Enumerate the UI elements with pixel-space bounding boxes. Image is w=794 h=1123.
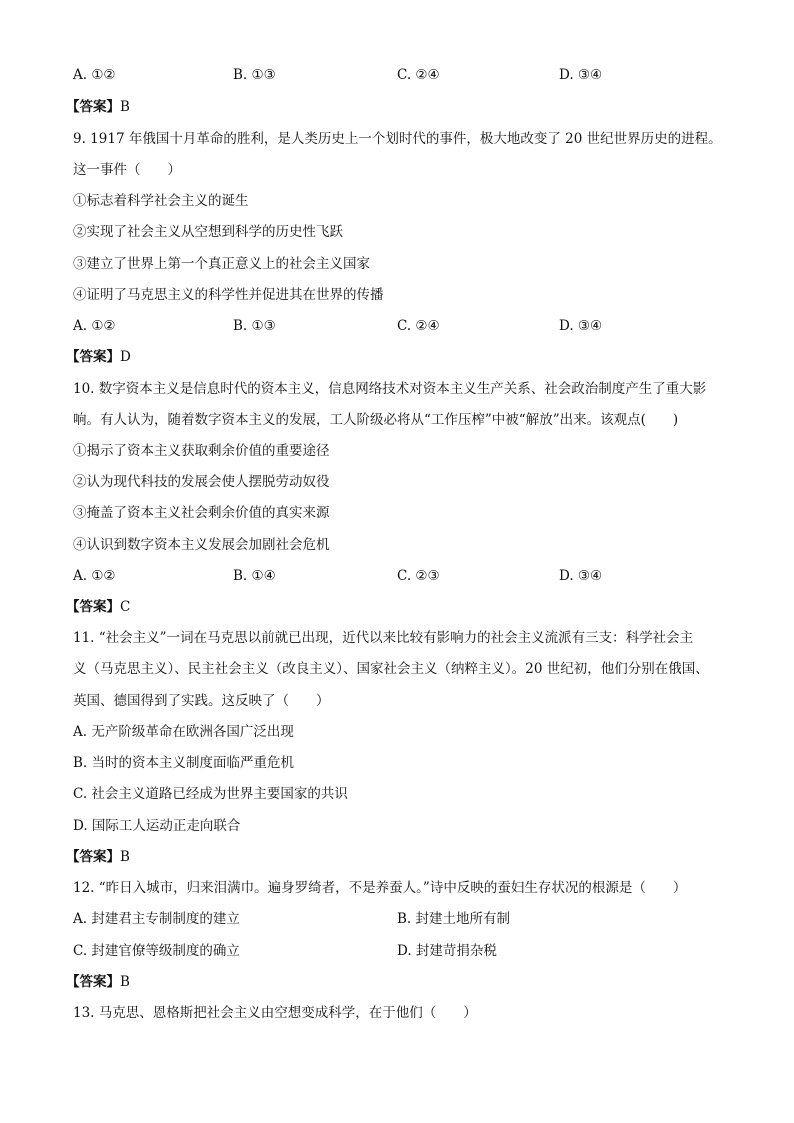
q10-item-1: ①揭示了资本主义获取剩余价值的重要途径 (73, 443, 330, 459)
q9-option-d: D. ③④ (559, 318, 603, 334)
q11-option-d: D. 国际工人运动正走向联合 (73, 818, 241, 834)
answer-value: B (120, 849, 130, 865)
q9-item-3: ③建立了世界上第一个真正意义上的社会主义国家 (73, 256, 370, 272)
answer-value: B (120, 974, 130, 990)
q10-item-3: ③掩盖了资本主义社会剩余价值的真实来源 (73, 505, 330, 521)
q9-item-2: ②实现了社会主义从空想到科学的历史性飞跃 (73, 224, 343, 240)
q13-stem-line1: 13. 马克思、恩格斯把社会主义由空想变成科学，在于他们（ ） (73, 1005, 477, 1021)
q12-options-row2 (73, 942, 723, 960)
answer-label: 【答案】 (66, 599, 120, 615)
q10-stem-line1: 10. 数字资本主义是信息时代的资本主义，信息网络技术对资本主义生产关系、社会政治制度产生了重大影 (73, 381, 707, 397)
q12-options-row1 (73, 910, 723, 928)
q10-answer (66, 598, 130, 616)
q11-stem-line2: 义（马克思主义）、民主社会主义（改良主义）、国家社会主义（纳粹主义）。20 世纪初，他们分别在俄国、 (73, 661, 709, 677)
q9-stem-line2: 这一事件（ ） (73, 162, 181, 178)
q8-option-d: D. ③④ (559, 67, 603, 83)
q11-option-c: C. 社会主义道路已经成为世界主要国家的共识 (73, 786, 348, 802)
q8-option-c: C. ②④ (397, 67, 440, 83)
q12-stem-line1: 12. “昨日入城市，归来泪满巾。遍身罗绮者，不是养蚕人。”诗中反映的蚕妇生存状况的根源是（ ） (73, 880, 687, 896)
q10-item-2: ②认为现代科技的发展会使人摆脱劳动奴役 (73, 474, 330, 490)
q12-answer (66, 973, 130, 991)
q9-stem-line1: 9. 1917 年俄国十月革命的胜利，是人类历史上一个划时代的事件，极大地改变了 20 世纪世界历史的进程。 (73, 131, 722, 147)
answer-label: 【答案】 (66, 349, 120, 365)
answer-value: D (120, 349, 131, 365)
answer-value: C (120, 599, 131, 615)
q11-stem-line1: 11. “社会主义”一词在马克思以前就已出现，近代以来比较有影响力的社会主义流派有三支：科学社会主 (73, 630, 694, 646)
q12-option-a: A. 封建君主专制制度的建立 (73, 911, 240, 927)
q11-option-a: A. 无产阶级革命在欧洲各国广泛出现 (73, 724, 294, 740)
answer-label: 【答案】 (66, 849, 120, 865)
q10-option-a: A. ①② (73, 568, 116, 584)
q8-option-a: A. ①② (73, 67, 116, 83)
q10-option-c: C. ②③ (397, 568, 440, 584)
q11-answer (66, 848, 130, 866)
q11-stem-line3: 英国、德国得到了实践。这反映了（ ） (73, 693, 330, 709)
q12-option-d: D. 封建苛捐杂税 (397, 943, 497, 959)
q8-option-b: B. ①③ (233, 67, 276, 83)
q12-option-c: C. 封建官僚等级制度的确立 (73, 943, 240, 959)
q8-answer (66, 98, 130, 116)
q9-option-b: B. ①③ (233, 318, 276, 334)
q10-option-b: B. ①④ (233, 568, 276, 584)
answer-label: 【答案】 (66, 974, 120, 990)
q12-option-b: B. 封建土地所有制 (397, 911, 511, 927)
q9-answer (66, 348, 131, 366)
q11-option-b: B. 当时的资本主义制度面临严重危机 (73, 755, 295, 771)
q10-options (73, 567, 723, 585)
q9-item-1: ①标志着科学社会主义的诞生 (73, 193, 249, 209)
q9-options (73, 317, 723, 335)
answer-label: 【答案】 (66, 99, 120, 115)
q8-options (73, 66, 723, 84)
q9-option-c: C. ②④ (397, 318, 440, 334)
q9-option-a: A. ①② (73, 318, 116, 334)
answer-value: B (120, 99, 130, 115)
q10-stem-line2: 响。有人认为，随着数字资本主义的发展，工人阶级必将从“工作压榨”中被“解放”出来。该观点( ) (73, 412, 679, 428)
q10-item-4: ④认识到数字资本主义发展会加剧社会危机 (73, 537, 330, 553)
q9-item-4: ④证明了马克思主义的科学性并促进其在世界的传播 (73, 287, 384, 303)
q10-option-d: D. ③④ (559, 568, 603, 584)
